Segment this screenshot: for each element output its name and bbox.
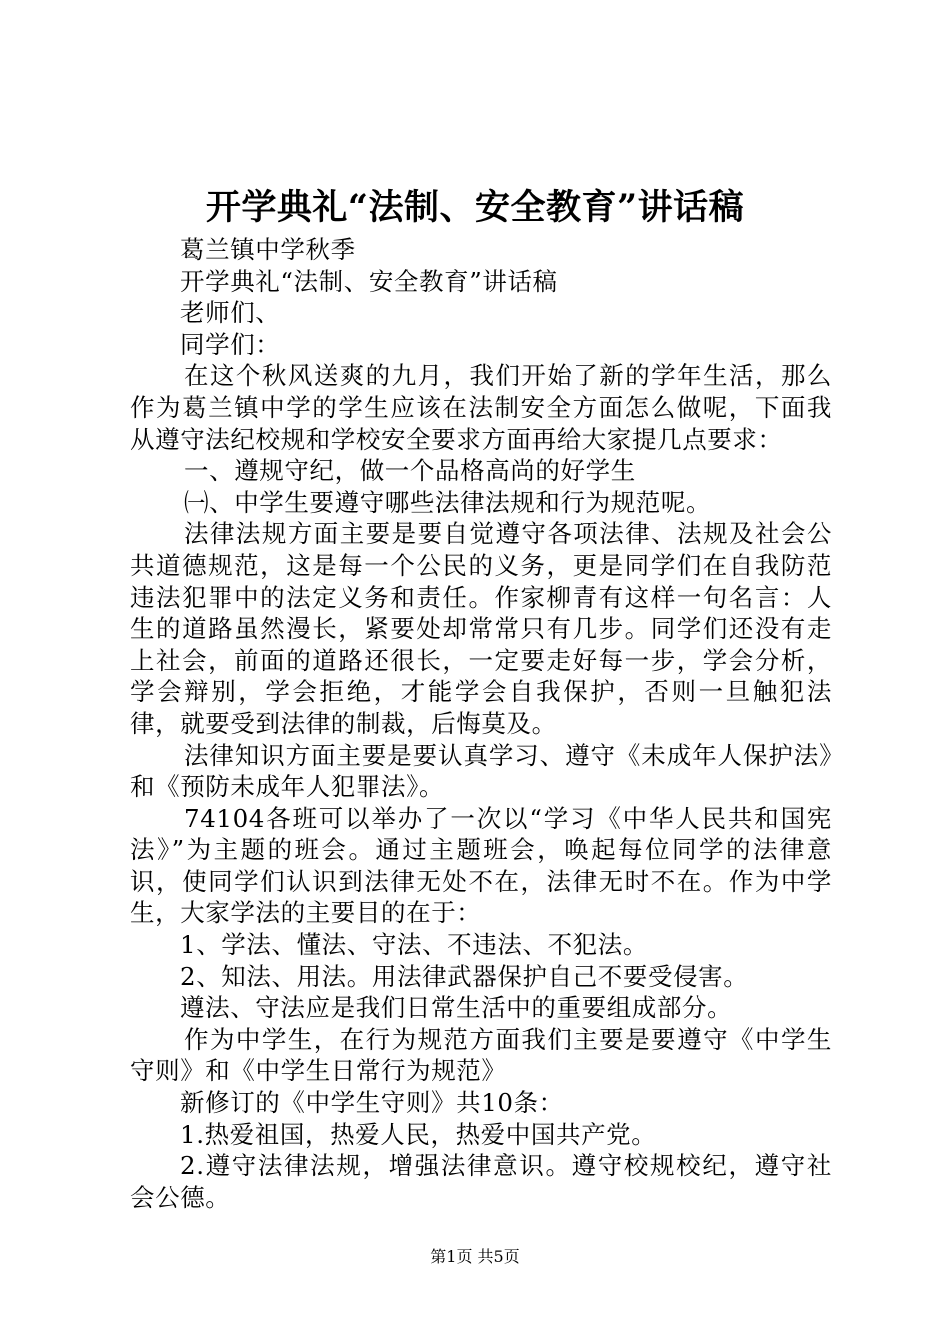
- paragraph-school: 葛兰镇中学秋季: [180, 235, 356, 264]
- list-item-2: 2、知法、用法。用法律武器保护自己不要受侵害。: [180, 961, 749, 991]
- paragraph-subtitle: 开学典礼“法制、安全教育”讲话稿: [180, 266, 558, 296]
- list-item-1: 1、学法、懂法、守法、不违法、不犯法。: [180, 930, 648, 960]
- paragraph-behavior-norms: 作为中学生，在行为规范方面我们主要是要遵守《中学生守则》和《中学生日常行为规范》: [130, 1024, 832, 1086]
- paragraph-code-count: 新修订的《中学生守则》共10条：: [180, 1088, 564, 1118]
- paragraph-section-heading: 一、遵规守纪，做一个品格高尚的好学生: [184, 456, 636, 486]
- code-item-1: 1.热爱祖国，热爱人民，热爱中国共产党。: [180, 1119, 657, 1149]
- code-item-2: 2.遵守法律法规，增强法律意识。遵守校规校纪，遵守社会公德。: [130, 1151, 832, 1212]
- paragraph-subsection-heading: ㈠、中学生要遵守哪些法律法规和行为规范呢。: [184, 487, 712, 517]
- paragraph-legal-knowledge: 法律知识方面主要是要认真学习、遵守《未成年人保护法》和《预防未成年人犯罪法》。: [130, 740, 832, 802]
- paragraph-obey-law: 遵法、守法应是我们日常生活中的重要组成部分。: [180, 993, 733, 1023]
- paragraph-laws: 法律法规方面主要是要自觉遵守各项法律、法规及社会公共道德规范，这是每一个公民的义务，更是同学们在自我防范违法犯罪中的法定义务和责任。作家柳青有这样一句名言：人生的道路虽然漫长，紧要处却常常只有几步。同学们还没有走上社会，前面的道路还很长，一定要走好每一步，学会分析，学会辩别，学会拒绝，才能学会自我保护，否则一旦触犯法律，就要受到法律的制裁，后悔莫及。: [130, 519, 832, 738]
- paragraph-greeting-students: 同学们：: [180, 329, 281, 359]
- paragraph-class-meeting: 74104各班可以举办了一次以“学习《中华人民共和国宪法》”为主题的班会。通过主题班会，唤起每位同学的法律意识，使同学们认识到法律无处不在，法律无时不在。作为中学生，大家学法的主要目的在于：: [130, 803, 832, 928]
- document-body: [130, 234, 832, 1213]
- paragraph-greeting-teachers: 老师们、: [180, 298, 281, 328]
- page-footer: 第1页 共5页: [430, 1247, 520, 1266]
- paragraph-intro: 在这个秋风送爽的九月，我们开始了新的学年生活，那么作为葛兰镇中学的学生应该在法制安全方面怎么做呢，下面我从遵守法纪校规和学校安全要求方面再给大家提几点要求：: [130, 361, 832, 454]
- document-title: 开学典礼“法制、安全教育”讲话稿: [205, 187, 745, 228]
